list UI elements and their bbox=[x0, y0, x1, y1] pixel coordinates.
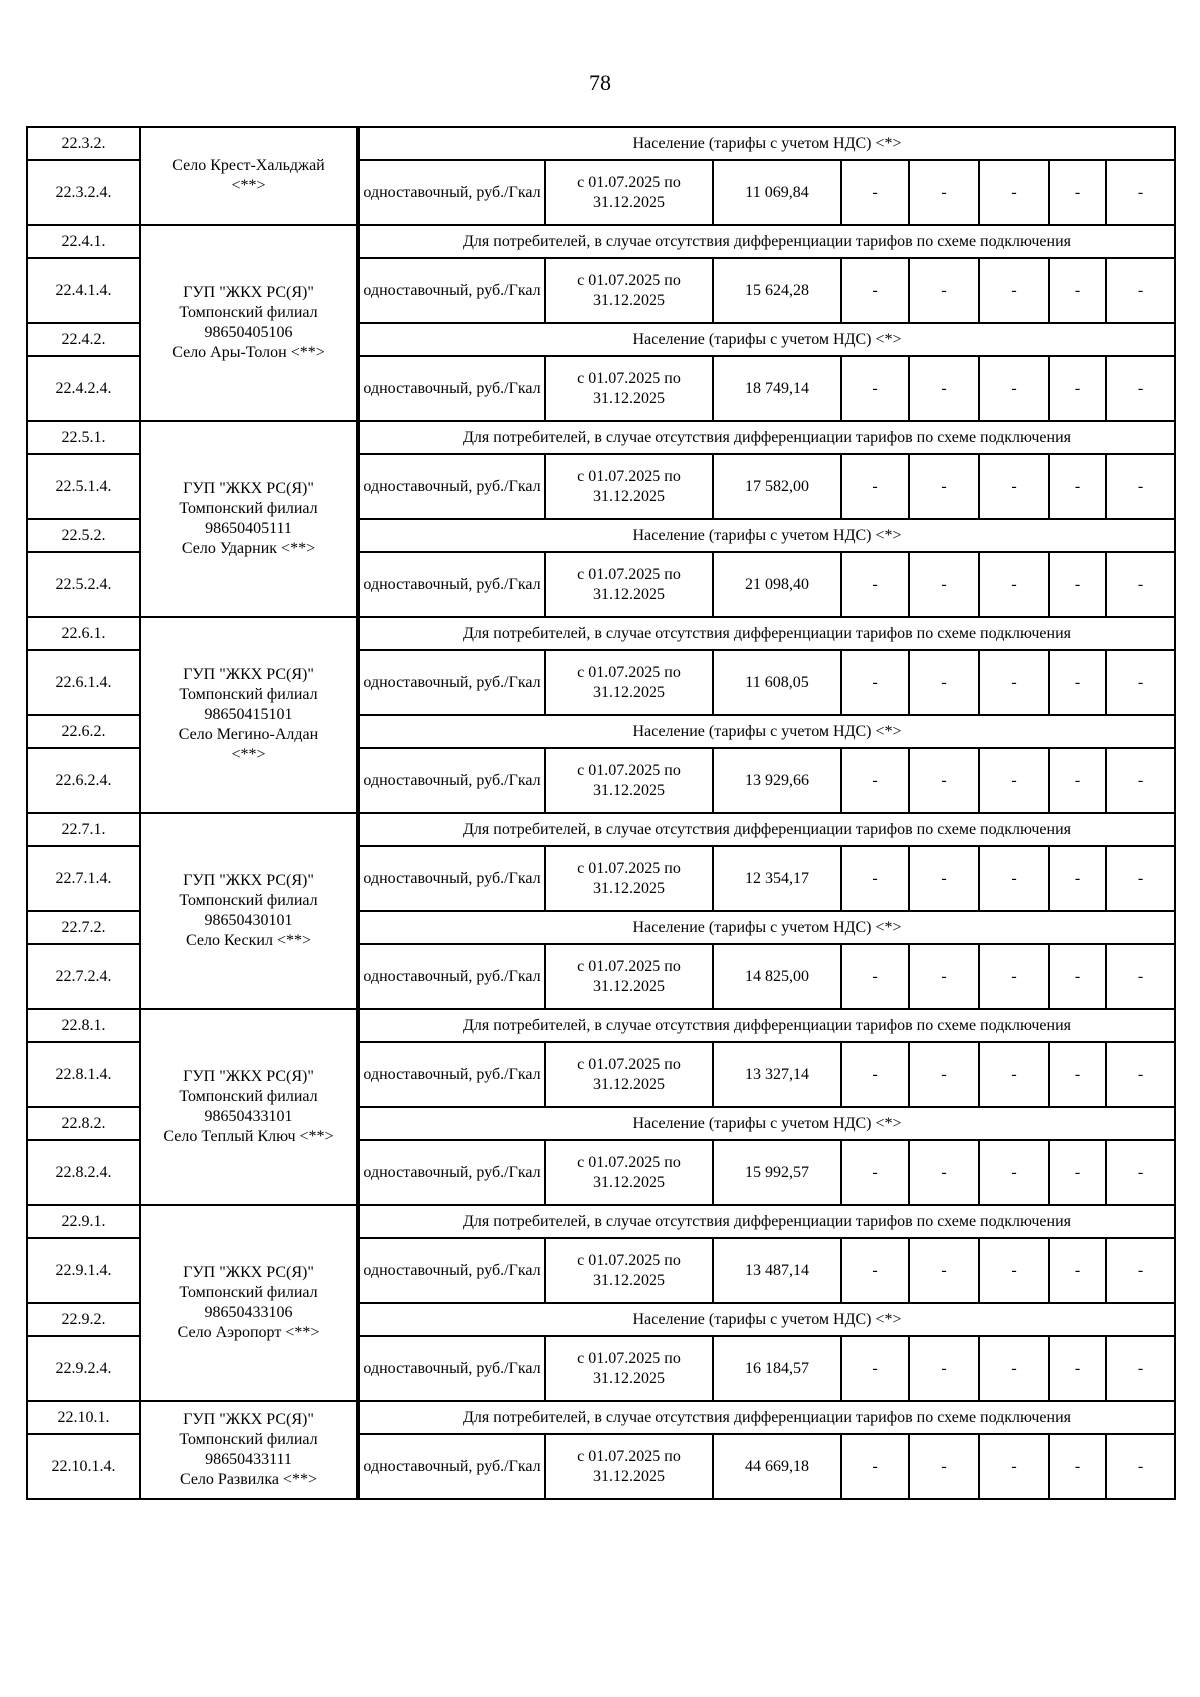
population-header: Население (тарифы с учетом НДС) <*> bbox=[359, 323, 1175, 356]
empty-value: - bbox=[979, 1238, 1049, 1303]
tariff-value: 44 669,18 bbox=[713, 1434, 841, 1499]
empty-value: - bbox=[841, 454, 909, 519]
row-code: 22.6.1.4. bbox=[27, 650, 140, 715]
population-header: Население (тарифы с учетом НДС) <*> bbox=[359, 519, 1175, 552]
organization-line: Село Крест-Хальджай bbox=[172, 157, 325, 174]
empty-value: - bbox=[909, 1238, 979, 1303]
table-row-header bbox=[27, 1205, 1175, 1238]
tariff-period: с 01.07.2025 по 31.12.2025 bbox=[545, 552, 713, 617]
tariff-type: одноставочный, руб./Гкал bbox=[359, 1238, 545, 1303]
organization-line: Томпонский филиал bbox=[179, 304, 318, 321]
tariff-table bbox=[26, 126, 1176, 1500]
empty-value: - bbox=[979, 1434, 1049, 1499]
row-code: 22.3.2.4. bbox=[27, 160, 140, 225]
tariff-type: одноставочный, руб./Гкал bbox=[359, 650, 545, 715]
organization-line: Томпонский филиал bbox=[179, 892, 318, 909]
tariff-value: 21 098,40 bbox=[713, 552, 841, 617]
tariff-value: 15 992,57 bbox=[713, 1140, 841, 1205]
row-code: 22.4.1. bbox=[27, 225, 140, 258]
tariff-period: с 01.07.2025 по 31.12.2025 bbox=[545, 1434, 713, 1499]
row-code: 22.6.2. bbox=[27, 715, 140, 748]
empty-value: - bbox=[1049, 650, 1106, 715]
consumers-header: Для потребителей, в случае отсутствия дифференциации тарифов по схеме подключения bbox=[359, 1009, 1175, 1042]
empty-value: - bbox=[841, 1140, 909, 1205]
empty-value: - bbox=[1106, 1140, 1175, 1205]
empty-value: - bbox=[841, 1434, 909, 1499]
organization-line: ГУП "ЖКХ РС(Я)" bbox=[183, 872, 314, 889]
empty-value: - bbox=[909, 1042, 979, 1107]
empty-value: - bbox=[979, 258, 1049, 323]
empty-value: - bbox=[1106, 454, 1175, 519]
row-code: 22.7.1. bbox=[27, 813, 140, 846]
empty-value: - bbox=[1049, 1042, 1106, 1107]
empty-value: - bbox=[841, 650, 909, 715]
tariff-value: 13 929,66 bbox=[713, 748, 841, 813]
tariff-period: с 01.07.2025 по 31.12.2025 bbox=[545, 748, 713, 813]
row-code: 22.5.1.4. bbox=[27, 454, 140, 519]
empty-value: - bbox=[841, 258, 909, 323]
organization-line: 98650433101 bbox=[204, 1108, 293, 1125]
tariff-period: с 01.07.2025 по 31.12.2025 bbox=[545, 1140, 713, 1205]
row-code: 22.5.2.4. bbox=[27, 552, 140, 617]
empty-value: - bbox=[1106, 160, 1175, 225]
row-code: 22.7.2. bbox=[27, 911, 140, 944]
empty-value: - bbox=[909, 650, 979, 715]
empty-value: - bbox=[979, 552, 1049, 617]
organization-line: 98650405111 bbox=[205, 520, 292, 537]
tariff-value: 12 354,17 bbox=[713, 846, 841, 911]
empty-value: - bbox=[909, 1140, 979, 1205]
tariff-value: 17 582,00 bbox=[713, 454, 841, 519]
row-code: 22.4.1.4. bbox=[27, 258, 140, 323]
table-row-header bbox=[27, 127, 1175, 160]
organization-line: Томпонский филиал bbox=[179, 1284, 318, 1301]
empty-value: - bbox=[841, 748, 909, 813]
table-row-header bbox=[27, 225, 1175, 258]
organization-line: Село Кескил <**> bbox=[186, 932, 311, 949]
empty-value: - bbox=[979, 944, 1049, 1009]
empty-value: - bbox=[1106, 650, 1175, 715]
tariff-period: с 01.07.2025 по 31.12.2025 bbox=[545, 356, 713, 421]
organization-line: Томпонский филиал bbox=[179, 500, 318, 517]
organization-line: 98650415101 bbox=[204, 706, 293, 723]
tariff-period: с 01.07.2025 по 31.12.2025 bbox=[545, 650, 713, 715]
tariff-type: одноставочный, руб./Гкал bbox=[359, 944, 545, 1009]
row-code: 22.9.2.4. bbox=[27, 1336, 140, 1401]
tariff-value: 11 069,84 bbox=[713, 160, 841, 225]
table-row-header bbox=[27, 421, 1175, 454]
organization-line: <**> bbox=[231, 746, 266, 763]
empty-value: - bbox=[1106, 1042, 1175, 1107]
tariff-table-body bbox=[27, 127, 1175, 1499]
empty-value: - bbox=[841, 160, 909, 225]
organization-cell bbox=[140, 127, 357, 225]
row-code: 22.4.2. bbox=[27, 323, 140, 356]
row-code: 22.7.1.4. bbox=[27, 846, 140, 911]
row-code: 22.10.1.4. bbox=[27, 1434, 140, 1499]
tariff-type: одноставочный, руб./Гкал bbox=[359, 356, 545, 421]
tariff-type: одноставочный, руб./Гкал bbox=[359, 1336, 545, 1401]
tariff-period: с 01.07.2025 по 31.12.2025 bbox=[545, 846, 713, 911]
consumers-header: Для потребителей, в случае отсутствия дифференциации тарифов по схеме подключения bbox=[359, 1205, 1175, 1238]
empty-value: - bbox=[909, 258, 979, 323]
row-code: 22.9.2. bbox=[27, 1303, 140, 1336]
empty-value: - bbox=[1049, 552, 1106, 617]
organization-line: Село Аэропорт <**> bbox=[177, 1324, 320, 1341]
organization-line: Село Ударник <**> bbox=[181, 540, 316, 557]
empty-value: - bbox=[841, 944, 909, 1009]
consumers-header: Для потребителей, в случае отсутствия дифференциации тарифов по схеме подключения bbox=[359, 617, 1175, 650]
tariff-type: одноставочный, руб./Гкал bbox=[359, 1434, 545, 1499]
organization-line: Томпонский филиал bbox=[179, 1431, 318, 1448]
empty-value: - bbox=[1106, 552, 1175, 617]
row-code: 22.5.2. bbox=[27, 519, 140, 552]
population-header: Население (тарифы с учетом НДС) <*> bbox=[359, 715, 1175, 748]
organization-line: 98650430101 bbox=[204, 912, 293, 929]
empty-value: - bbox=[1049, 160, 1106, 225]
organization-cell bbox=[140, 421, 357, 617]
empty-value: - bbox=[1106, 944, 1175, 1009]
tariff-type: одноставочный, руб./Гкал bbox=[359, 160, 545, 225]
empty-value: - bbox=[909, 846, 979, 911]
tariff-type: одноставочный, руб./Гкал bbox=[359, 258, 545, 323]
organization-cell bbox=[140, 617, 357, 813]
consumers-header: Для потребителей, в случае отсутствия дифференциации тарифов по схеме подключения bbox=[359, 421, 1175, 454]
organization-line: ГУП "ЖКХ РС(Я)" bbox=[183, 666, 314, 683]
row-code: 22.5.1. bbox=[27, 421, 140, 454]
tariff-value: 13 487,14 bbox=[713, 1238, 841, 1303]
row-code: 22.6.1. bbox=[27, 617, 140, 650]
empty-value: - bbox=[1049, 1238, 1106, 1303]
population-header: Население (тарифы с учетом НДС) <*> bbox=[359, 127, 1175, 160]
row-code: 22.4.2.4. bbox=[27, 356, 140, 421]
empty-value: - bbox=[979, 160, 1049, 225]
consumers-header: Для потребителей, в случае отсутствия дифференциации тарифов по схеме подключения bbox=[359, 1401, 1175, 1434]
empty-value: - bbox=[1049, 356, 1106, 421]
population-header: Население (тарифы с учетом НДС) <*> bbox=[359, 1107, 1175, 1140]
empty-value: - bbox=[1106, 356, 1175, 421]
row-code: 22.7.2.4. bbox=[27, 944, 140, 1009]
empty-value: - bbox=[909, 1336, 979, 1401]
tariff-period: с 01.07.2025 по 31.12.2025 bbox=[545, 258, 713, 323]
organization-line: ГУП "ЖКХ РС(Я)" bbox=[183, 1411, 314, 1428]
tariff-period: с 01.07.2025 по 31.12.2025 bbox=[545, 944, 713, 1009]
empty-value: - bbox=[909, 160, 979, 225]
organization-line: <**> bbox=[231, 177, 266, 194]
empty-value: - bbox=[841, 552, 909, 617]
empty-value: - bbox=[1049, 1336, 1106, 1401]
tariff-period: с 01.07.2025 по 31.12.2025 bbox=[545, 454, 713, 519]
organization-line: Село Теплый Ключ <**> bbox=[163, 1128, 334, 1145]
tariff-type: одноставочный, руб./Гкал bbox=[359, 846, 545, 911]
row-code: 22.9.1.4. bbox=[27, 1238, 140, 1303]
empty-value: - bbox=[909, 356, 979, 421]
tariff-period: с 01.07.2025 по 31.12.2025 bbox=[545, 1238, 713, 1303]
tariff-period: с 01.07.2025 по 31.12.2025 bbox=[545, 1336, 713, 1401]
empty-value: - bbox=[841, 1336, 909, 1401]
empty-value: - bbox=[1106, 846, 1175, 911]
tariff-value: 15 624,28 bbox=[713, 258, 841, 323]
empty-value: - bbox=[1049, 748, 1106, 813]
tariff-value: 13 327,14 bbox=[713, 1042, 841, 1107]
row-code: 22.8.1. bbox=[27, 1009, 140, 1042]
organization-line: Село Ары-Толон <**> bbox=[172, 344, 325, 361]
row-code: 22.9.1. bbox=[27, 1205, 140, 1238]
empty-value: - bbox=[841, 1042, 909, 1107]
organization-cell bbox=[140, 813, 357, 1009]
empty-value: - bbox=[1106, 1238, 1175, 1303]
organization-line: 98650433111 bbox=[205, 1451, 292, 1468]
organization-line: ГУП "ЖКХ РС(Я)" bbox=[183, 1068, 314, 1085]
empty-value: - bbox=[909, 552, 979, 617]
consumers-header: Для потребителей, в случае отсутствия дифференциации тарифов по схеме подключения bbox=[359, 225, 1175, 258]
empty-value: - bbox=[979, 1336, 1049, 1401]
empty-value: - bbox=[909, 454, 979, 519]
tariff-type: одноставочный, руб./Гкал bbox=[359, 1140, 545, 1205]
organization-line: ГУП "ЖКХ РС(Я)" bbox=[183, 284, 314, 301]
tariff-type: одноставочный, руб./Гкал bbox=[359, 748, 545, 813]
row-code: 22.8.2. bbox=[27, 1107, 140, 1140]
empty-value: - bbox=[1049, 846, 1106, 911]
page-number: 78 bbox=[589, 70, 611, 95]
empty-value: - bbox=[841, 356, 909, 421]
empty-value: - bbox=[979, 356, 1049, 421]
empty-value: - bbox=[1049, 944, 1106, 1009]
empty-value: - bbox=[1106, 258, 1175, 323]
organization-cell bbox=[140, 1009, 357, 1205]
empty-value: - bbox=[841, 846, 909, 911]
empty-value: - bbox=[979, 454, 1049, 519]
population-header: Население (тарифы с учетом НДС) <*> bbox=[359, 911, 1175, 944]
empty-value: - bbox=[979, 1140, 1049, 1205]
tariff-value: 18 749,14 bbox=[713, 356, 841, 421]
empty-value: - bbox=[1049, 258, 1106, 323]
empty-value: - bbox=[909, 1434, 979, 1499]
empty-value: - bbox=[1049, 1140, 1106, 1205]
table-row-header bbox=[27, 813, 1175, 846]
empty-value: - bbox=[979, 1042, 1049, 1107]
empty-value: - bbox=[979, 846, 1049, 911]
tariff-period: с 01.07.2025 по 31.12.2025 bbox=[545, 1042, 713, 1107]
tariff-type: одноставочный, руб./Гкал bbox=[359, 1042, 545, 1107]
organization-line: Село Мегино-Алдан bbox=[178, 726, 319, 743]
empty-value: - bbox=[1106, 1336, 1175, 1401]
row-code: 22.6.2.4. bbox=[27, 748, 140, 813]
organization-line: Томпонский филиал bbox=[179, 1088, 318, 1105]
tariff-period: с 01.07.2025 по 31.12.2025 bbox=[545, 160, 713, 225]
row-code: 22.3.2. bbox=[27, 127, 140, 160]
organization-line: 98650405106 bbox=[204, 324, 293, 341]
organization-cell bbox=[140, 1401, 357, 1499]
row-code: 22.10.1. bbox=[27, 1401, 140, 1434]
tariff-type: одноставочный, руб./Гкал bbox=[359, 552, 545, 617]
organization-cell bbox=[140, 225, 357, 421]
tariff-value: 14 825,00 bbox=[713, 944, 841, 1009]
tariff-value: 11 608,05 bbox=[713, 650, 841, 715]
organization-line: 98650433106 bbox=[204, 1304, 293, 1321]
empty-value: - bbox=[979, 650, 1049, 715]
organization-line: Село Развилка <**> bbox=[179, 1471, 318, 1488]
empty-value: - bbox=[1106, 1434, 1175, 1499]
empty-value: - bbox=[841, 1238, 909, 1303]
organization-line: ГУП "ЖКХ РС(Я)" bbox=[183, 480, 314, 497]
empty-value: - bbox=[1049, 454, 1106, 519]
table-row-header bbox=[27, 1401, 1175, 1434]
population-header: Население (тарифы с учетом НДС) <*> bbox=[359, 1303, 1175, 1336]
empty-value: - bbox=[979, 748, 1049, 813]
row-code: 22.8.1.4. bbox=[27, 1042, 140, 1107]
empty-value: - bbox=[909, 944, 979, 1009]
tariff-value: 16 184,57 bbox=[713, 1336, 841, 1401]
table-row-header bbox=[27, 617, 1175, 650]
consumers-header: Для потребителей, в случае отсутствия дифференциации тарифов по схеме подключения bbox=[359, 813, 1175, 846]
empty-value: - bbox=[1049, 1434, 1106, 1499]
organization-line: ГУП "ЖКХ РС(Я)" bbox=[183, 1264, 314, 1281]
row-code: 22.8.2.4. bbox=[27, 1140, 140, 1205]
table-row-header bbox=[27, 1009, 1175, 1042]
empty-value: - bbox=[909, 748, 979, 813]
organization-line: Томпонский филиал bbox=[179, 686, 318, 703]
tariff-type: одноставочный, руб./Гкал bbox=[359, 454, 545, 519]
empty-value: - bbox=[1106, 748, 1175, 813]
organization-cell bbox=[140, 1205, 357, 1401]
